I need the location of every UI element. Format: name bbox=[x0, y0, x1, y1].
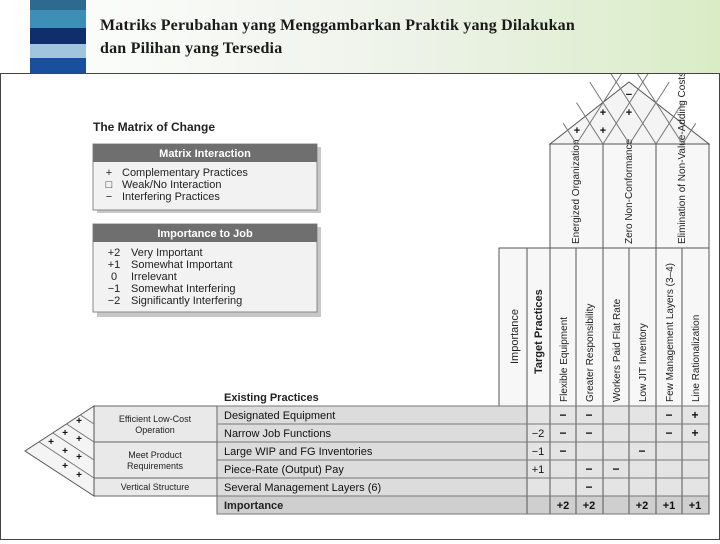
group-label: Efficient Low-Cost bbox=[118, 414, 192, 424]
interaction-text: Weak/No Interaction bbox=[122, 179, 222, 191]
importance-text: Somewhat Important bbox=[131, 259, 233, 271]
existing-practice-name: Narrow Job Functions bbox=[224, 428, 331, 440]
slide-header bbox=[0, 0, 720, 74]
target-practice-header: Line Rationalization bbox=[691, 314, 702, 402]
matrix-of-change-figure bbox=[1, 74, 719, 539]
importance-text: Significantly Interfering bbox=[131, 295, 243, 307]
matrix-cell: − bbox=[559, 426, 567, 440]
header-decoration bbox=[30, 0, 86, 74]
matrix-cell: − bbox=[665, 408, 673, 422]
importance-sym: +1 bbox=[107, 259, 121, 271]
matrix-cell: + bbox=[691, 408, 699, 422]
importance-text: Irrelevant bbox=[131, 271, 177, 283]
importance-legend-title: Importance to Job bbox=[157, 228, 253, 240]
row-importance-value: −1 bbox=[531, 446, 545, 458]
interaction-legend-title: Matrix Interaction bbox=[159, 148, 251, 160]
roof-mark: + bbox=[573, 125, 581, 137]
matrix-cell: − bbox=[665, 426, 673, 440]
target-practice-header: Flexible Equipment bbox=[559, 316, 570, 402]
left-roof bbox=[25, 406, 94, 496]
matrix-cell: + bbox=[691, 426, 699, 440]
row-importance-value: −2 bbox=[531, 428, 545, 440]
matrix-cell: − bbox=[585, 480, 593, 494]
target-practice-header: Few Management Layers (3–4) bbox=[665, 263, 676, 402]
importance-row-value: +2 bbox=[556, 500, 570, 512]
importance-text: Very Important bbox=[131, 247, 203, 259]
matrix-cell: − bbox=[612, 462, 620, 476]
left-roof-mark: + bbox=[48, 437, 54, 448]
interaction-legend bbox=[93, 144, 321, 213]
roof-mark: + bbox=[599, 107, 607, 119]
importance-sym: +2 bbox=[107, 247, 121, 259]
matrix-cell: − bbox=[585, 462, 593, 476]
group-label: Requirements bbox=[126, 461, 184, 471]
importance-row-value: +1 bbox=[662, 500, 676, 512]
left-roof-mark: + bbox=[62, 428, 68, 439]
target-practice-header: Low JIT Inventory bbox=[638, 323, 649, 402]
left-roof-mark: + bbox=[76, 452, 82, 463]
importance-sym: −1 bbox=[107, 283, 121, 295]
slide-title-line2: dan Pilihan yang Tersedia bbox=[100, 40, 283, 57]
interaction-sym: + bbox=[105, 167, 113, 179]
left-roof-mark: + bbox=[62, 446, 68, 457]
importance-legend bbox=[93, 224, 321, 317]
matrix-cell: − bbox=[559, 408, 567, 422]
figure-frame bbox=[0, 73, 720, 540]
roof-mark: − bbox=[625, 89, 633, 101]
left-roof-mark: + bbox=[62, 461, 68, 472]
interaction-text: Interfering Practices bbox=[122, 191, 220, 203]
target-practice-header: Greater Responsibility bbox=[585, 303, 596, 402]
roof-mark: + bbox=[599, 125, 607, 137]
importance-row-value: +1 bbox=[688, 500, 702, 512]
left-roof-mark: + bbox=[76, 434, 82, 445]
importance-row-value: +2 bbox=[635, 500, 649, 512]
top-header-elimination: Elimination of Non-Value-Adding Costs bbox=[677, 74, 688, 244]
slide-title-line1: Matriks Perubahan yang Menggambarkan Praktik yang Dilakukan bbox=[100, 17, 575, 34]
figure-heading: The Matrix of Change bbox=[93, 120, 216, 134]
interaction-sym: □ bbox=[105, 179, 113, 191]
matrix-cell: − bbox=[559, 444, 567, 458]
existing-practices-heading: Existing Practices bbox=[224, 392, 319, 404]
row-importance-value: +1 bbox=[531, 464, 545, 476]
top-header-zero-nonconformance: Zero Non-Conformance bbox=[624, 138, 635, 244]
existing-practice-name: Designated Equipment bbox=[224, 410, 336, 422]
interaction-sym: − bbox=[105, 191, 113, 203]
group-label: Vertical Structure bbox=[120, 482, 190, 492]
left-roof-mark: + bbox=[76, 470, 82, 481]
matrix-cell: − bbox=[638, 444, 646, 458]
importance-row-label: Importance bbox=[224, 500, 284, 512]
left-roof-mark: + bbox=[76, 416, 82, 427]
slide-title bbox=[100, 14, 710, 60]
group-label: Operation bbox=[135, 425, 175, 435]
existing-practice-name: Large WIP and FG Inventories bbox=[224, 446, 373, 458]
existing-practice-name: Piece-Rate (Output) Pay bbox=[224, 464, 344, 476]
matrix-cell: − bbox=[585, 426, 593, 440]
importance-text: Somewhat Interfering bbox=[131, 283, 236, 295]
group-label: Meet Product bbox=[128, 450, 182, 460]
importance-column-header: Importance bbox=[509, 308, 521, 364]
target-practice-header: Workers Paid Flat Rate bbox=[612, 298, 623, 402]
roof-mark: + bbox=[625, 107, 633, 119]
importance-row-value: +2 bbox=[582, 500, 596, 512]
importance-sym: −2 bbox=[107, 295, 121, 307]
top-header-energized: Energized Organization bbox=[571, 139, 582, 244]
interaction-text: Complementary Practices bbox=[122, 167, 248, 179]
target-practices-header: Target Practices bbox=[533, 289, 545, 374]
importance-sym: 0 bbox=[110, 271, 118, 283]
matrix-cell: − bbox=[585, 408, 593, 422]
existing-practice-name: Several Management Layers (6) bbox=[224, 482, 382, 494]
